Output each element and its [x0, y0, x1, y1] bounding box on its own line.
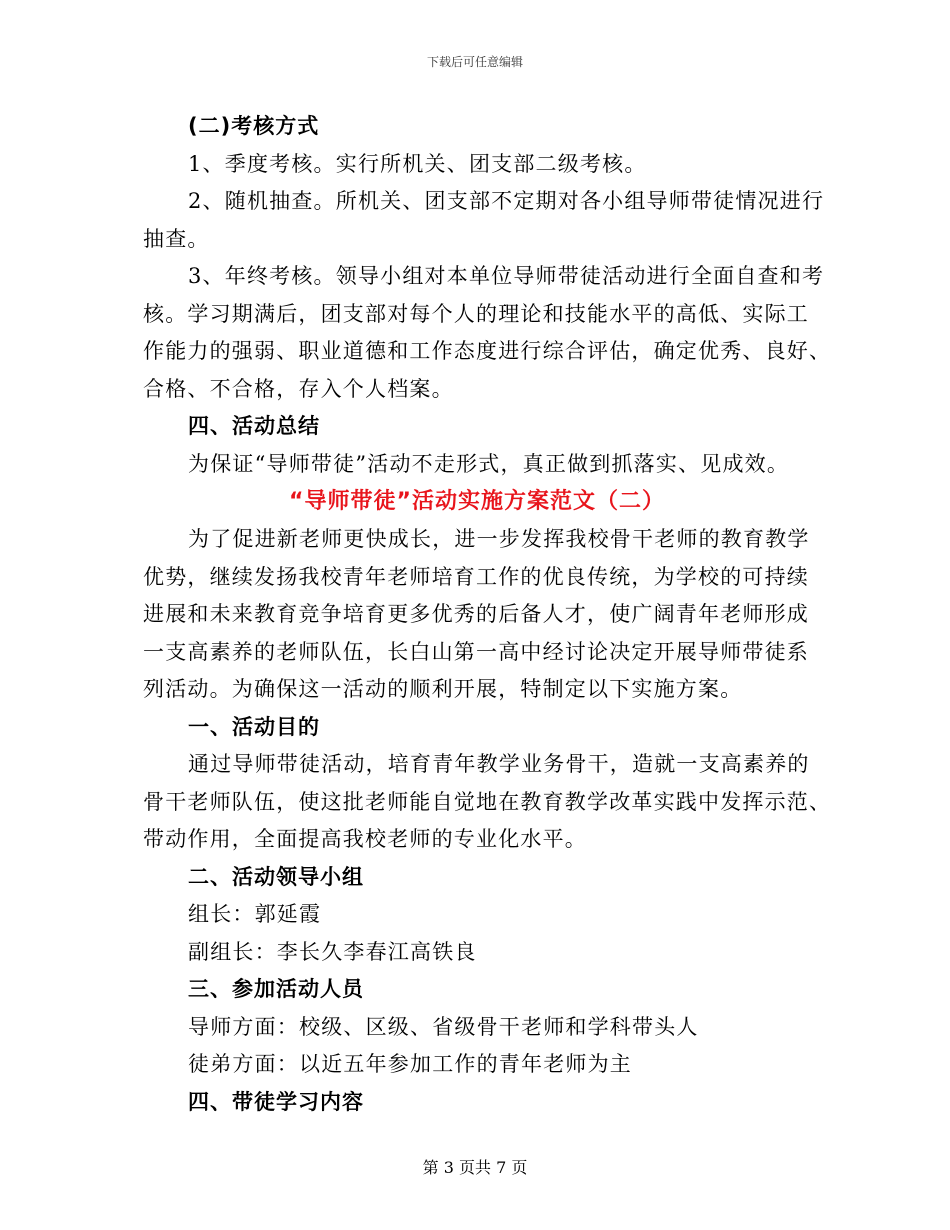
- mentors-line: 导师方面：校级、区级、省级骨干老师和学科带头人: [188, 1014, 699, 1039]
- paragraph-line: 通过导师带徒活动，培育青年教学业务骨干，造就一支高素养的: [188, 752, 810, 776]
- section-heading-assessment: (二)考核方式: [188, 114, 320, 138]
- section-heading-summary: 四、活动总结: [188, 414, 320, 438]
- page-header: 下载后可任意编辑: [426, 55, 523, 69]
- paragraph-line: 带动作用，全面提高我校老师的专业化水平。: [143, 827, 587, 851]
- deputy-leader-line: 副组长：李长久李春江高铁良: [188, 939, 477, 964]
- paragraph-line: 列活动。为确保这一活动的顺利开展，特制定以下实施方案。: [143, 677, 743, 701]
- paragraph-line: 为保证“导师带徒”活动不走形式，真正做到抓落实、见成效。: [188, 451, 790, 476]
- paragraph-line: 作能力的强弱、职业道德和工作态度进行综合评估，确定优秀、良好、: [143, 339, 832, 363]
- leader-line: 组长：郭延霞: [188, 902, 322, 926]
- paragraph-line: 合格、不合格，存入个人档案。: [143, 376, 454, 401]
- paragraph-line: 抽查。: [143, 226, 210, 251]
- section-heading-leaders: 二、活动领导小组: [188, 864, 364, 889]
- page-footer: 第 3 页共 7 页: [422, 1158, 528, 1177]
- paragraph-line: 1、季度考核。实行所机关、团支部二级考核。: [188, 151, 647, 176]
- document-body: [143, 108, 832, 1121]
- paragraph-line: 为了促进新老师更快成长，进一步发挥我校骨干老师的教育教学: [188, 527, 810, 551]
- section-heading-content: 四、带徒学习内容: [188, 1089, 364, 1114]
- document-title: “导师带徒”活动实施方案范文（二）: [289, 489, 665, 514]
- paragraph-line: 骨干老师队伍，使这批老师能自觉地在教育教学改革实践中发挥示范、: [143, 789, 832, 814]
- paragraph-line: 核。学习期满后，团支部对每个人的理论和技能水平的高低、实际工: [143, 301, 809, 326]
- paragraph-line: 3、年终考核。领导小组对本单位导师带徒活动进行全面自查和考: [188, 264, 825, 288]
- section-heading-participants: 三、参加活动人员: [188, 977, 364, 1001]
- section-heading-purpose: 一、活动目的: [188, 714, 320, 739]
- paragraph-line: 优势，继续发扬我校青年老师培育工作的优良传统，为学校的可持续: [143, 564, 809, 589]
- paragraph-line: 进展和未来教育竞争培育更多优秀的后备人才，使广阔青年老师形成: [143, 602, 809, 626]
- paragraph-line: 一支高素养的老师队伍，长白山第一高中经讨论决定开展导师带徒系: [143, 639, 809, 664]
- apprentices-line: 徒弟方面：以近五年参加工作的青年老师为主: [188, 1052, 632, 1076]
- paragraph-line: 2、随机抽查。所机关、团支部不定期对各小组导师带徒情况进行: [188, 189, 825, 213]
